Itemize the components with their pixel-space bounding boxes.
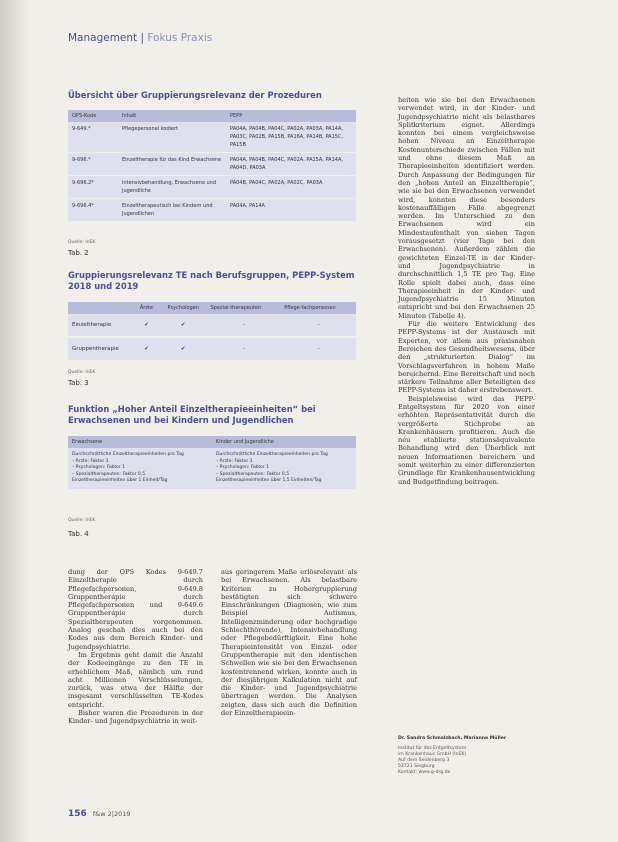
- table3-title-line1: Funktion „Hoher Anteil Einzeltherapieeinheiten“ bei: [68, 404, 316, 414]
- cell-code: 9-649.*: [68, 122, 118, 153]
- table2-title: [68, 270, 355, 292]
- row-label: Gruppentherapie: [68, 337, 134, 361]
- col-header: [68, 302, 134, 314]
- table-row: [68, 122, 356, 153]
- check-icon: ✔: [134, 314, 159, 337]
- page-number: 156: [68, 809, 87, 819]
- author-line: Kontakt: www.g-drg.de: [398, 770, 451, 775]
- table3-title: [68, 404, 316, 426]
- paragraph: aus geringerem Maße erlösrelevant als bei Erwachsenen. Als belastbare Kriterien zu Hohergruppierung bestätigten sich schwere Einschränkungen (Diagnosen, wie zum Beispiel Autismus, Intelligenzminderung oder hochgradige Schlechthörende), Intensivbehandlung oder Pflegebedürftigkeit. Eine hohe Therapieintensität von Einzel- oder Gruppentherapie mit den identischen Schwellen wie sie bei den Erwachsenen kostentrennend wirken, konnte auch in der diesjährigen Kalkulation nicht auf die Kinder- und Jugendpsychiatrie übertragen werden. Die Analysen zeigten, dass sich auch die Definition der Einzeltherapieein-: [221, 568, 357, 718]
- author-box: [398, 736, 535, 776]
- page-gutter-shadow: [0, 0, 30, 842]
- author-names: Dr. Sandra Schmalzbach, Marianne Müller: [398, 736, 507, 741]
- table3-source: Quelle: InEK: [68, 518, 96, 523]
- paragraph: heiten wie sie bei den Erwachsenen verwendet wird, in der Kinder- und Jugendpsychiatrie nicht als belastbares Splitkriterium eignet. Allerdings konnten bei einem vergleichsweise hohen Niveau an Einzeltherapie Kostenunterschiede zwischen Fällen mit und ohne diesem Maß an Therapieeinheiten identifiziert werden. Durch Anpassung der Bedingungen für den „hohen Anteil an Einzeltherapie“, wie sie bei den Erwachsenen verwendet wird, konnten diese besonders kostenauffälligen Fälle abgegrenzt werden. Im Unterschied zu den Erwachsenen wird ein Mindestaufenthalt von sieben Tagen vorausgesetzt (vier Tage bei den Erwachsenen). Außerdem zählen die gewichteten Einzel-TE in der Kinder- und Jugendpsychiatrie in durchschnittlich 1,5 TE pro Tag. Eine Rolle spielt dabei auch, dass eine Therapieeinheit in der Kinder- und Jugendpsychiatrie 15 Minuten entspricht und bei den Erwachsenen 25 Minuten (Tabelle 4).: [398, 96, 535, 320]
- cell-code: 9-696.2*: [68, 176, 118, 199]
- table2-title-line1: Gruppierungsrelevanz TE nach Berufsgruppen, PEPP-System: [68, 270, 355, 280]
- body-column-2: [221, 568, 357, 717]
- table-row: [68, 314, 356, 337]
- table-row: [68, 176, 356, 199]
- author-line: Institut für das Entgeltsystem: [398, 746, 467, 751]
- cell-content: Einzeltherapeutisch bei Kindern und Jugendlichen: [118, 199, 226, 222]
- cell-pepp: PA04B, PA04C, PA02A, PA02C, PA03A: [226, 176, 356, 199]
- paragraph: dung der OPS Kodes 9-649.7 Einzeltherapie durch Pflegefachpersonen, 9-649.8 Gruppentherapie durch Pflegefachpersonen und 9-649.6 Gruppentherapie durch Spezialtherapeuten vorgenommen. Analog geschah dies auch bei den Kodes aus dem Bereich Kinder- und Jugendpsychiatrie.: [68, 568, 203, 651]
- col-header: Inhalt: [118, 110, 226, 122]
- table3-caption: Tab. 4: [68, 530, 89, 538]
- check-icon: ✔: [159, 314, 208, 337]
- col-header: Psychologen: [159, 302, 208, 314]
- check-icon: ✔: [159, 337, 208, 361]
- cell-content: Pflegepersonal kodiert: [118, 122, 226, 153]
- table2-source: Quelle: InEK: [68, 370, 96, 375]
- col-header: Spezial-therapeuten: [208, 302, 282, 314]
- table1-title: Übersicht über Gruppierungsrelevanz der Prozeduren: [68, 90, 322, 100]
- table1-source: Quelle: InEK: [68, 240, 96, 245]
- table2-title-line2: 2018 und 2019: [68, 281, 139, 291]
- page-footer: [68, 809, 130, 819]
- dash-cell: -: [281, 314, 356, 337]
- table-professions: [68, 302, 356, 362]
- col-header: PEPP: [226, 110, 356, 122]
- table1-caption: Tab. 2: [68, 249, 89, 257]
- running-header: Management | Fokus Praxis: [68, 32, 213, 44]
- col-header: Ärzte: [134, 302, 159, 314]
- cell-pepp: PA04A, PA14A: [226, 199, 356, 222]
- row-label: Einzeltherapie: [68, 314, 134, 337]
- cell-code: 9-696.*: [68, 153, 118, 176]
- author-line: im Krankenhaus GmbH (InEK): [398, 752, 467, 757]
- paragraph: Beispielsweise wird das PEPP-Entgeltsystem für 2020 von einer erhöhten Repräsentativität durch die vergrößerte Stichprobe an Krankenhäusern profitieren. Auch die neu etablierte stationsäquivalente Behandlung wird den Überblick mit neuen Informationen bereichern und somit weiterhin zu einer differenzierten Grundlage für Krankenhausentwicklung und Budgetfindung beitragen.: [398, 394, 535, 486]
- table-row: [68, 199, 356, 222]
- check-icon: ✔: [134, 337, 159, 361]
- cell-children: Durchschnittliche Einzeltherapieeinheiten pro Tag – Ärzte: Faktor 1 – Psychologen: Faktor 1 – Spezialtherapeuten: Faktor 0,5 Einzeltherapieeinheiten über 1,5 Einheiten/Tag: [212, 448, 356, 489]
- table-row: [68, 448, 356, 489]
- dash-cell: -: [208, 337, 282, 361]
- col-header: Pflege-fachpersonen: [281, 302, 356, 314]
- dash-cell: -: [281, 337, 356, 361]
- section-label: Management: [68, 32, 138, 44]
- table3-title-line2: Erwachsenen und bei Kindern und Jugendlichen: [68, 415, 294, 425]
- table-function: [68, 436, 356, 489]
- author-line: 53721 Siegburg: [398, 764, 435, 769]
- table2-caption: Tab. 3: [68, 379, 89, 387]
- body-column-3: [398, 96, 535, 486]
- journal-label: f&w 2|2019: [92, 810, 131, 818]
- cell-pepp: PA04A, PA04B, PA04C, PA02A, PA03A, PA14A, PA03C, PA02B, PA15B, PA16A, PA14B, PA15C, PA15B: [226, 122, 356, 153]
- cell-content: Einzeltherapie für das Kind Erwachsene: [118, 153, 226, 176]
- subsection-label: Fokus Praxis: [147, 32, 213, 44]
- author-line: Auf dem Seidenberg 3: [398, 758, 450, 763]
- paragraph: Für die weitere Entwicklung des PEPP-Systems ist der Austausch mit Experten, vor allem aus praxisnahen Bereichen des Gesundheitswesens, über den „strukturierten Dialog“ im Vorschlagsverfahren in hohem Maße bereichernd. Eine Bereitschaft und noch stärkere Teilnahme aller Beteiligten des PEPP-Systems ist daher erstrebenswert.: [398, 320, 535, 395]
- paragraph: Bisher waren die Prozeduren in der Kinder- und Jugendpsychiatrie in weit-: [68, 709, 203, 726]
- col-header: Erwachsene: [68, 436, 212, 448]
- col-header: Kinder und Jugendliche: [212, 436, 356, 448]
- cell-adults: Durchschnittliche Einzeltherapieeinheiten pro Tag – Ärzte: Faktor 1 – Psychologen: Faktor 1 – Spezialtherapeuten: Faktor 0,5 Einzeltherapieeinheiten über 1 Einheit/Tag: [68, 448, 212, 489]
- dash-cell: -: [208, 314, 282, 337]
- col-header: OPS-Kode: [68, 110, 118, 122]
- cell-content: Intensivbehandlung, Erwachsene und Jugendliche: [118, 176, 226, 199]
- cell-code: 9-696.4*: [68, 199, 118, 222]
- table-row: [68, 337, 356, 361]
- table-row: [68, 153, 356, 176]
- cell-pepp: PA04A, PA04B, PA04C, PA02A, PA15A, PA14A, PA04D, PA03A: [226, 153, 356, 176]
- table-procedures: [68, 110, 356, 222]
- paragraph: Im Ergebnis geht damit die Anzahl der Kodeeingänge zu den TE in erheblichem Maß, nämlich um rund acht Millionen Verschlüsselungen, zurück, was etwa der Hälfte der insgesamt verschlüsselten TE-Kodes entspricht.: [68, 650, 203, 709]
- body-column-1: [68, 568, 203, 726]
